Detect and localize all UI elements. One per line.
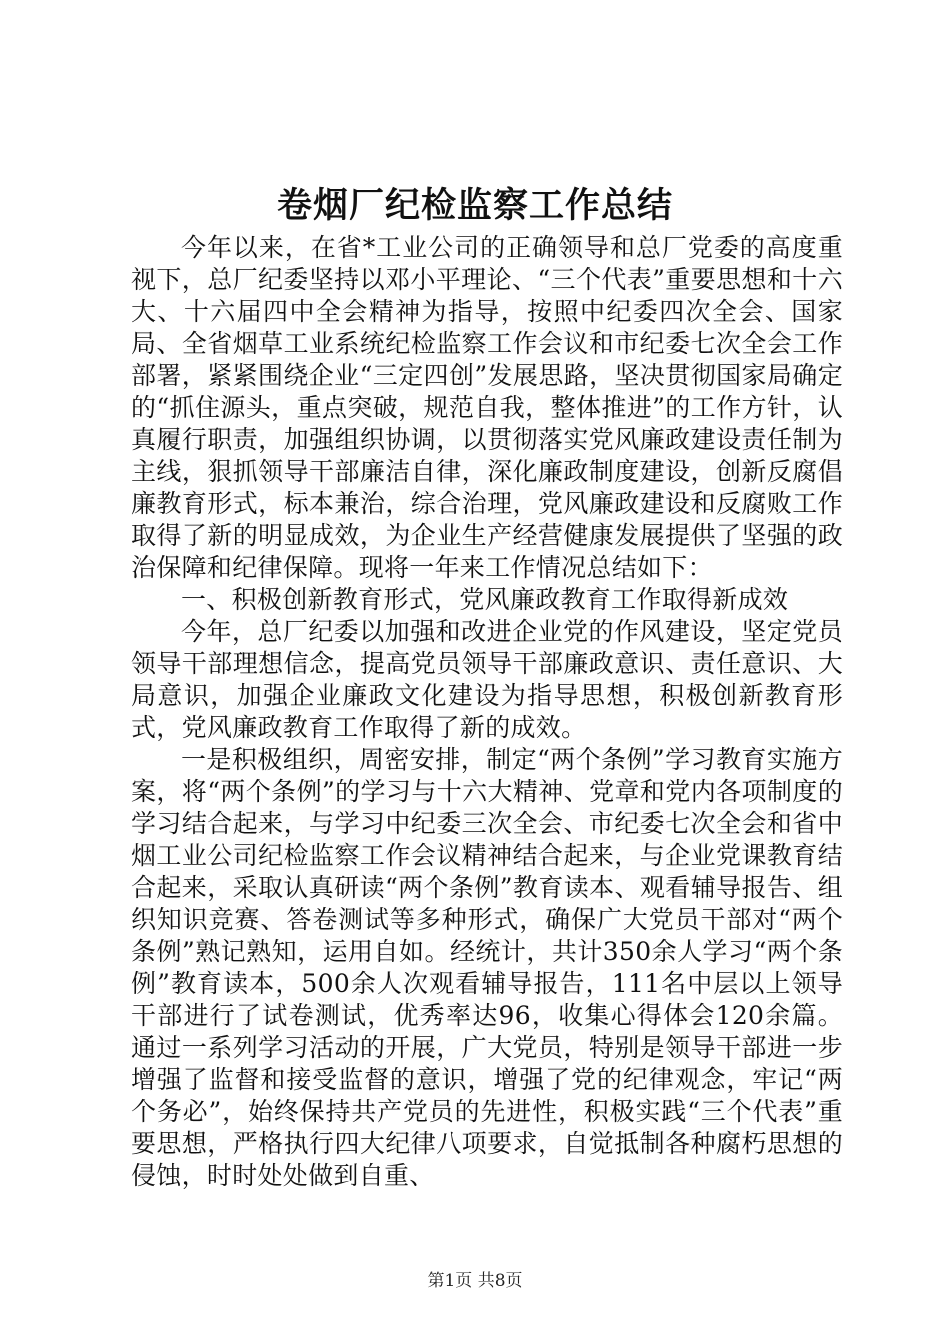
document-body [131,232,843,1192]
section-heading-1: 一、积极创新教育形式，党风廉政教育工作取得新成效 [181,585,789,614]
paragraph-intro: 今年以来，在省*工业公司的正确领导和总厂党委的高度重视下，总厂纪委坚持以邓小平理论、“三个代表”重要思想和十六大、十六届四中全会精神为指导，按照中纪委四次全会、国家局、全省烟草工业系统纪检监察工作会议和市纪委七次全会工作部署，紧紧围绕企业“三定四创”发展思路，坚决贯彻国家局确定的“抓住源头，重点突破，规范自我，整体推进”的工作方针，认真履行职责，加强组织协调，以贯彻落实党风廉政建设责任制为主线，狠抓领导干部廉洁自律，深化廉政制度建设，创新反腐倡廉教育形式，标本兼治，综合治理，党风廉政建设和反腐败工作取得了新的明显成效，为企业生产经营健康发展提供了坚强的政治保障和纪律保障。现将一年来工作情况总结如下： [131,233,843,582]
page-number: 第1页 共8页 [427,1271,523,1291]
paragraph-section-1-intro: 今年，总厂纪委以加强和改进企业党的作风建设，坚定党员领导干部理想信念，提高党员领导干部廉政意识、责任意识、大局意识，加强企业廉政文化建设为指导思想，积极创新教育形式，党风廉政教育工作取得了新的成效。 [131,617,843,742]
document-title: 卷烟厂纪检监察工作总结 [276,185,673,226]
paragraph-section-1-item-1: 一是积极组织，周密安排，制定“两个条例”学习教育实施方案，将“两个条例”的学习与十六大精神、党章和党内各项制度的学习结合起来，与学习中纪委三次全会、市纪委七次全会和省中烟工业公司纪检监察工作会议精神结合起来，与企业党课教育结合起来，采取认真研读“两个条例”教育读本、观看辅导报告、组织知识竞赛、答卷测试等多种形式，确保广大党员干部对“两个条例”熟记熟知，运用自如。经统计，共计350余人学习“两个条例”教育读本，500余人次观看辅导报告，111名中层以上领导干部进行了试卷测试，优秀率达96，收集心得体会120余篇。通过一系列学习活动的开展，广大党员，特别是领导干部进一步增强了监督和接受监督的意识，增强了党的纪律观念，牢记“两个务必”，始终保持共产党员的先进性，积极实践“三个代表”重要思想，严格执行四大纪律八项要求，自觉抵制各种腐朽思想的侵蚀，时时处处做到自重、 [131,745,843,1190]
